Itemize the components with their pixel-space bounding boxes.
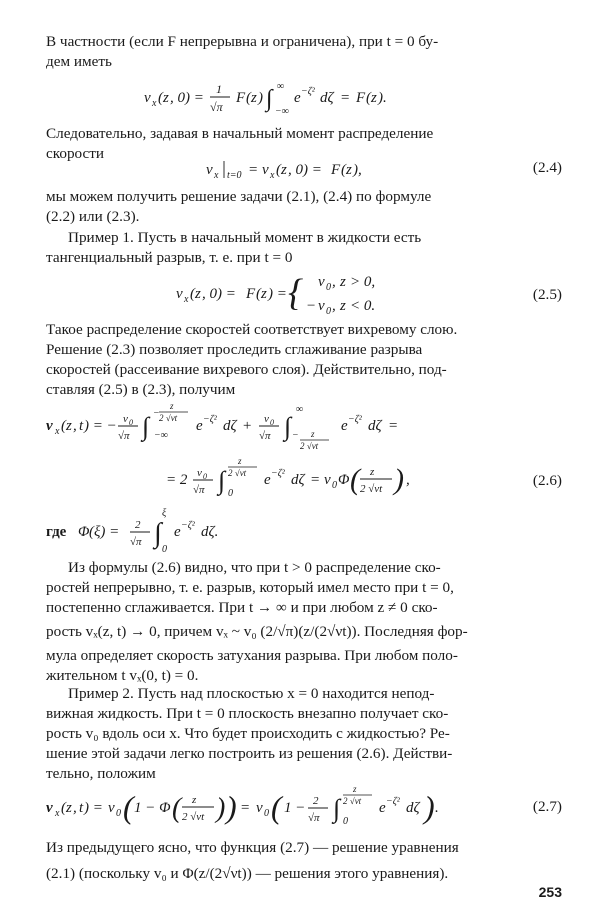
text-line: мула определяет скорость затухания разрыва. При любом поло- <box>46 647 458 664</box>
svg-text:=: = <box>310 472 321 488</box>
svg-text:e: e <box>294 90 301 106</box>
svg-text:2 √νt: 2 √νt <box>300 441 319 450</box>
equation-2-6-line-1 <box>46 400 562 450</box>
svg-text:,: , <box>73 418 77 434</box>
svg-text:{: { <box>288 272 304 314</box>
svg-text:z: z <box>251 90 257 106</box>
text-line: шение этой задачи легко построить из решения (2.6). Действи- <box>46 745 453 762</box>
svg-text:0: 0 <box>129 418 133 427</box>
svg-text:(: ( <box>246 90 251 106</box>
svg-text:dζ: dζ <box>320 90 334 106</box>
svg-text:√π: √π <box>259 430 271 442</box>
svg-text:): ) <box>226 789 237 825</box>
svg-text:v: v <box>324 472 331 488</box>
svg-text:z: z <box>192 794 197 806</box>
svg-text:=: = <box>248 162 259 178</box>
svg-text:): ) <box>216 793 226 824</box>
svg-text:x: x <box>55 808 60 819</box>
svg-text:dζ: dζ <box>406 800 420 816</box>
text-line: Из формулы (2.6) видно, что при t > 0 распределение ско- <box>68 559 441 576</box>
svg-text:): ) <box>424 789 435 825</box>
svg-text:e: e <box>264 472 271 488</box>
svg-text:z: z <box>66 800 72 816</box>
svg-text:dζ: dζ <box>291 472 305 488</box>
svg-text:∞: ∞ <box>277 81 285 92</box>
svg-text:(: ( <box>61 418 66 434</box>
svg-text:=: = <box>240 800 251 816</box>
svg-text:z: z <box>238 456 242 466</box>
text-line: ростей непрерывно, т. е. разрыв, который имел место при t = 0, <box>46 579 454 596</box>
svg-text:(: ( <box>158 90 163 106</box>
svg-text:(: ( <box>256 286 261 302</box>
svg-text:F: F <box>236 90 246 106</box>
equation-initial <box>46 80 562 116</box>
svg-text:F: F <box>246 286 256 302</box>
svg-text:=: = <box>388 418 399 434</box>
svg-text:x: x <box>55 426 60 437</box>
svg-text:1: 1 <box>216 82 222 96</box>
text-line: Пример 1. Пусть в начальный момент в жидкости есть <box>68 229 422 246</box>
svg-text:2: 2 <box>135 519 141 531</box>
svg-text:v: v <box>206 162 213 178</box>
svg-text:F: F <box>356 90 366 106</box>
svg-text:x: x <box>214 170 219 181</box>
svg-text:∫: ∫ <box>154 518 162 549</box>
svg-text:z: z <box>370 466 375 478</box>
svg-text:z: z <box>281 162 287 178</box>
svg-text:e: e <box>196 418 203 434</box>
svg-text:Φ: Φ <box>338 472 350 488</box>
book-page <box>46 32 562 912</box>
svg-text:,: , <box>332 274 336 290</box>
svg-text:2 √νt: 2 √νt <box>159 413 178 423</box>
svg-text:) = −: ) = − <box>84 418 117 434</box>
svg-text:v: v <box>264 413 269 425</box>
svg-text:−: − <box>153 408 160 419</box>
svg-text:0: 0 <box>332 480 337 491</box>
svg-text:,: , <box>406 472 410 488</box>
svg-text:0: 0 <box>343 816 348 827</box>
svg-text:где: где <box>46 524 67 540</box>
svg-text:< 0.: < 0. <box>350 298 376 314</box>
svg-text:z: z <box>346 162 352 178</box>
svg-text:z: z <box>311 429 315 439</box>
svg-text:(: ( <box>271 789 282 825</box>
svg-text:e: e <box>379 800 386 816</box>
equation-number: (2.6) <box>532 472 562 489</box>
svg-text:t=0: t=0 <box>227 170 242 181</box>
svg-text:2 √νt: 2 √νt <box>182 811 205 823</box>
svg-text:−∞: −∞ <box>154 430 168 441</box>
text-line: Пример 2. Пусть над плоскостью x = 0 находится непод- <box>68 685 435 702</box>
text-line: рость vₓ(z, t) → 0, причем vₓ ~ v₀ (2/√π)(z/(2√νt)). Последняя фор- <box>46 623 468 640</box>
svg-text:=: = <box>340 90 351 106</box>
svg-text:−ζ²: −ζ² <box>301 86 315 97</box>
svg-text:0: 0 <box>326 282 331 293</box>
svg-text:v: v <box>197 467 202 479</box>
svg-text:(: ( <box>190 286 195 302</box>
svg-text:(: ( <box>366 90 371 106</box>
text-line: Следовательно, задавая в начальный момент распределение <box>46 125 434 142</box>
svg-text:e: e <box>174 524 181 540</box>
svg-text:Φ: Φ <box>78 524 90 540</box>
svg-text:x: x <box>184 294 189 305</box>
svg-text:z: z <box>340 298 346 314</box>
svg-text:0: 0 <box>228 488 233 499</box>
svg-text:0: 0 <box>264 808 269 819</box>
equation-2-6-line-1-svg <box>46 400 562 450</box>
text-line: Решение (2.3) позволяет проследить сглаживание разрыва <box>46 341 423 358</box>
text-line: тельно, положим <box>46 765 156 782</box>
svg-text:∞: ∞ <box>296 404 304 415</box>
svg-text:) =: ) = <box>268 286 287 302</box>
svg-text:v: v <box>262 162 269 178</box>
svg-text:, 0) =: , 0) = <box>288 162 322 178</box>
text-line: В частности (если F непрерывна и ограничена), при t = 0 бу- <box>46 33 439 50</box>
svg-text:v: v <box>318 298 325 314</box>
svg-text:−ζ²: −ζ² <box>348 414 362 425</box>
equation-number: (2.4) <box>532 159 562 176</box>
phi-definition <box>46 506 562 556</box>
page-number: 253 <box>538 884 562 900</box>
text-line: тангенциальный разрыв, т. е. при t = 0 <box>46 249 293 266</box>
svg-text:ξ: ξ <box>162 508 167 519</box>
text-line: постепенно сглаживается. При t → ∞ и при любом z ≠ 0 ско- <box>46 599 438 616</box>
svg-text:): ) <box>258 90 263 106</box>
text-line: (2.2) или (2.3). <box>46 208 140 225</box>
svg-text:, 0) =: , 0) = <box>170 90 204 106</box>
svg-text:.: . <box>435 800 439 816</box>
equation-2-6-line-2 <box>46 456 562 502</box>
svg-text:t: t <box>79 418 84 434</box>
text-line: ставляя (2.5) в (2.3), получим <box>46 381 236 398</box>
svg-text:x: x <box>270 170 275 181</box>
svg-text:∫: ∫ <box>266 86 273 112</box>
svg-text:2: 2 <box>313 795 319 807</box>
equation-2-7 <box>46 784 562 830</box>
svg-text:v: v <box>123 413 128 425</box>
text-line: (2.1) (поскольку v₀ и Φ(z/(2√νt)) — решения этого уравнения). <box>46 865 449 882</box>
paragraph-5 <box>46 320 562 400</box>
svg-text:, 0) =: , 0) = <box>202 286 236 302</box>
text-line: мы можем получить решение задачи (2.1), (2.4) по формуле <box>46 188 432 205</box>
svg-text:(: ( <box>61 800 66 816</box>
paragraph-4 <box>46 228 562 268</box>
svg-text:v: v <box>144 90 151 106</box>
paragraph-3 <box>46 187 562 227</box>
svg-text:e: e <box>341 418 348 434</box>
svg-text:v: v <box>46 418 53 434</box>
equation-initial-svg <box>144 80 474 116</box>
svg-text:(: ( <box>276 162 281 178</box>
svg-text:(: ( <box>123 789 134 825</box>
svg-text:v: v <box>256 800 263 816</box>
svg-text:dζ: dζ <box>223 418 237 434</box>
svg-text:,: , <box>73 800 77 816</box>
svg-text:v: v <box>318 274 325 290</box>
text-line: скорости <box>46 145 105 162</box>
paragraph-6 <box>46 558 562 686</box>
equation-2-4 <box>46 157 562 181</box>
svg-text:0: 0 <box>116 808 121 819</box>
equation-2-7-svg <box>46 784 516 830</box>
svg-text:√π: √π <box>193 484 205 496</box>
svg-text:1 − Φ: 1 − Φ <box>134 800 171 816</box>
svg-text:−ζ²: −ζ² <box>386 796 400 807</box>
text-line: жительном t vₓ(0, t) = 0. <box>46 667 199 684</box>
svg-text:t: t <box>79 800 84 816</box>
svg-text:(: ( <box>341 162 346 178</box>
svg-text:(ξ) =: (ξ) = <box>89 524 120 540</box>
svg-text:+: + <box>242 418 253 434</box>
svg-text:1 −: 1 − <box>284 800 306 816</box>
svg-text:F: F <box>331 162 341 178</box>
text-line: вижная жидкость. При t = 0 плоскость внезапно получает ско- <box>46 705 449 722</box>
text-line: скоростей (рассеивание вихревого слоя). Действительно, под- <box>46 361 447 378</box>
svg-text:v: v <box>46 800 53 816</box>
svg-text:) =: ) = <box>84 800 103 816</box>
svg-text:−ζ²: −ζ² <box>181 520 195 531</box>
paragraph-8 <box>46 838 562 884</box>
svg-text:z: z <box>340 274 346 290</box>
svg-text:> 0,: > 0, <box>350 274 376 290</box>
svg-text:v: v <box>108 800 115 816</box>
svg-text:∫: ∫ <box>142 412 150 441</box>
svg-text:0: 0 <box>162 544 167 555</box>
svg-text:z: z <box>353 784 357 794</box>
svg-text:√π: √π <box>308 812 320 824</box>
paragraph-1 <box>46 32 562 72</box>
equation-2-5 <box>46 270 562 316</box>
equation-2-5-svg <box>176 270 446 316</box>
svg-text:−ζ²: −ζ² <box>271 468 285 479</box>
svg-text:): ) <box>394 463 404 496</box>
phi-definition-svg <box>46 506 266 556</box>
svg-text:∫: ∫ <box>218 466 226 495</box>
svg-text:2 √νt: 2 √νt <box>360 483 383 495</box>
svg-text:z: z <box>195 286 201 302</box>
svg-text:(: ( <box>350 463 360 496</box>
svg-text:= 2: = 2 <box>166 472 188 488</box>
svg-text:dζ.: dζ. <box>201 524 219 540</box>
svg-text:−: − <box>292 430 299 441</box>
svg-text:−: − <box>306 298 317 314</box>
svg-text:√π: √π <box>210 100 223 114</box>
svg-text:√π: √π <box>118 430 130 442</box>
svg-text:−ζ²: −ζ² <box>203 414 217 425</box>
svg-text:).: ). <box>378 90 387 106</box>
svg-text:z: z <box>371 90 377 106</box>
svg-text:(: ( <box>172 793 182 824</box>
equation-number: (2.7) <box>532 798 562 815</box>
svg-text:√π: √π <box>130 536 142 548</box>
svg-text:),: ), <box>353 162 362 178</box>
equation-number: (2.5) <box>532 286 562 303</box>
svg-text:0: 0 <box>270 418 274 427</box>
equation-2-6-line-2-svg <box>166 456 496 502</box>
text-line: рость v₀ вдоль оси x. Что будет происходить с жидкостью? Ре- <box>46 725 450 742</box>
svg-text:z: z <box>170 401 174 411</box>
text-line: дем иметь <box>46 53 112 70</box>
svg-text:,: , <box>332 298 336 314</box>
svg-text:0: 0 <box>326 306 331 316</box>
svg-text:dζ: dζ <box>368 418 382 434</box>
svg-text:0: 0 <box>203 472 207 481</box>
svg-text:∫: ∫ <box>284 412 292 441</box>
equation-2-4-svg <box>206 157 436 181</box>
text-line: Такое распределение скоростей соответствует вихревому слою. <box>46 321 458 338</box>
paragraph-7 <box>46 684 562 784</box>
svg-text:2 √νt: 2 √νt <box>343 796 362 806</box>
svg-text:2 √νt: 2 √νt <box>228 468 247 478</box>
svg-text:z: z <box>261 286 267 302</box>
svg-text:z: z <box>66 418 72 434</box>
text-line: Из предыдущего ясно, что функция (2.7) — решение уравнения <box>46 839 459 856</box>
svg-text:−∞: −∞ <box>275 106 289 116</box>
svg-text:v: v <box>176 286 183 302</box>
svg-text:∫: ∫ <box>333 794 341 823</box>
svg-text:z: z <box>163 90 169 106</box>
svg-text:x: x <box>152 98 157 109</box>
